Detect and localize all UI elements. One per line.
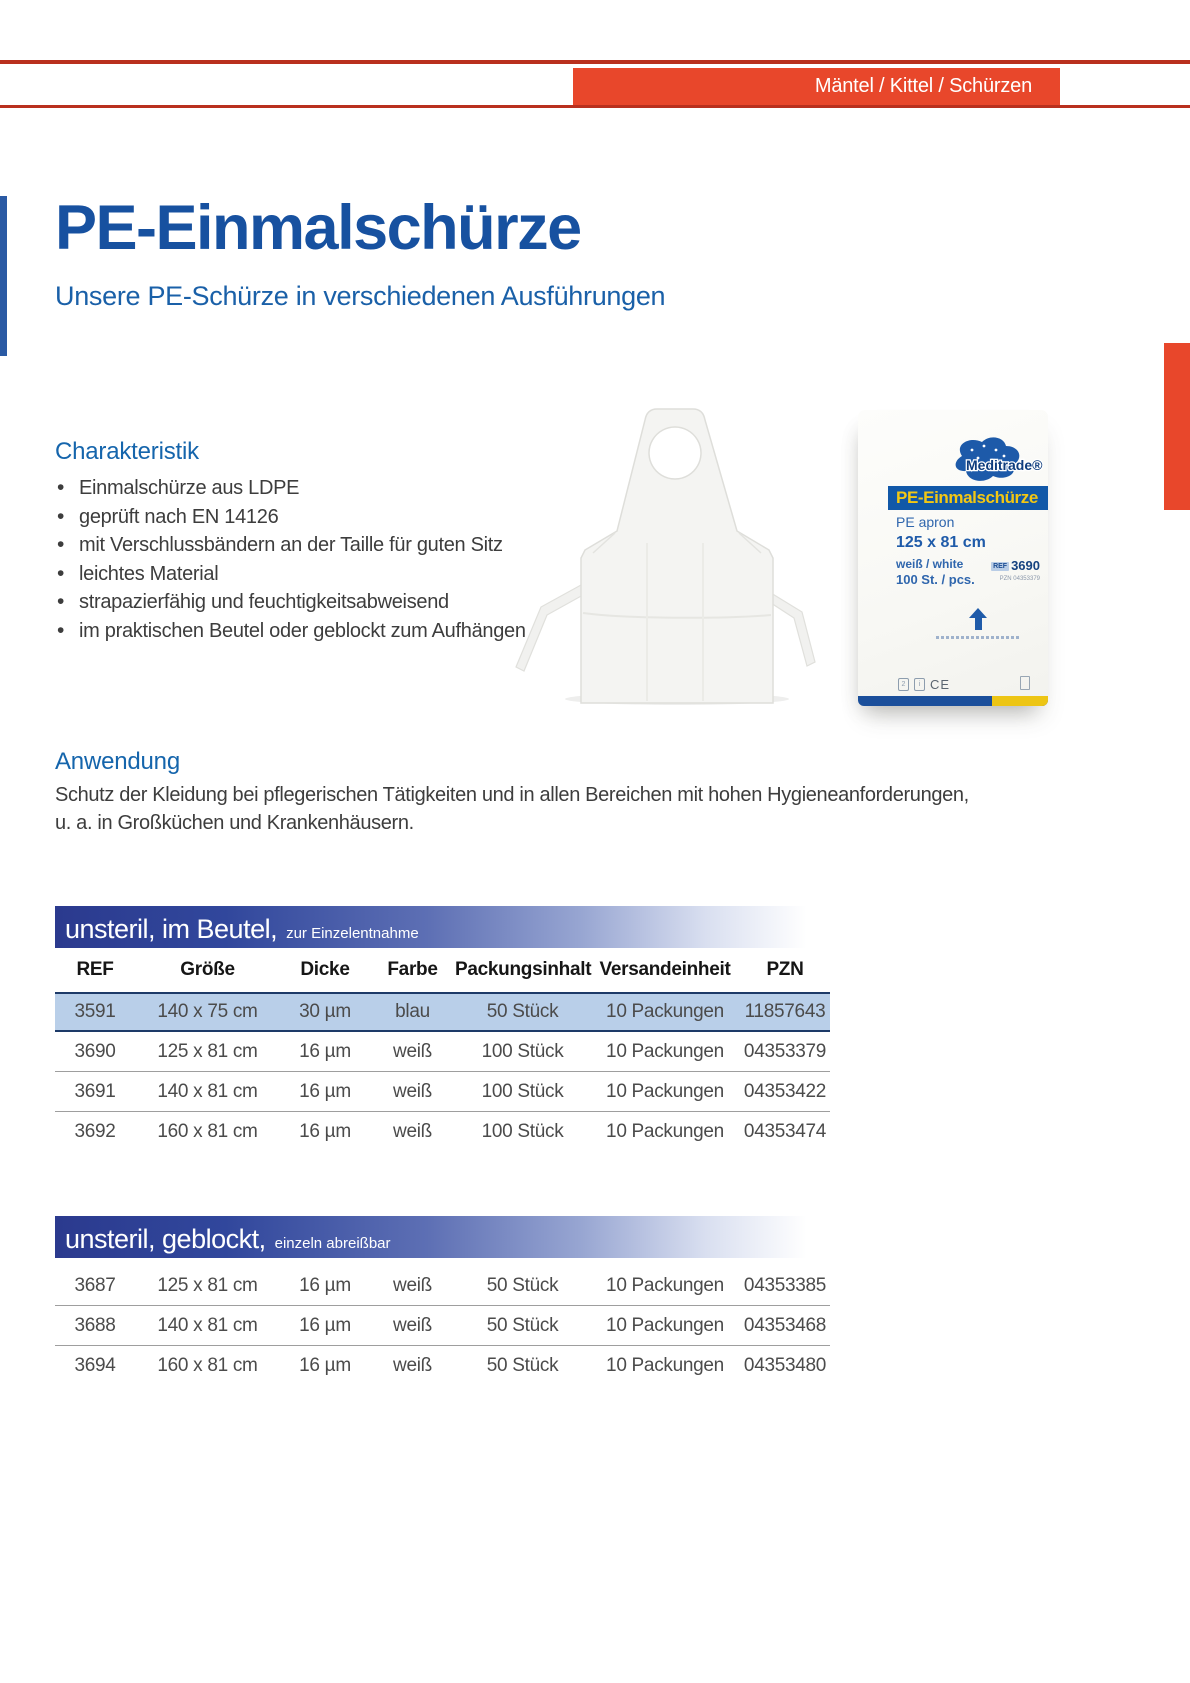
page-title: PE-Einmalschürze bbox=[55, 193, 581, 263]
col-header-versandeinheit: Versandeinheit bbox=[599, 959, 731, 980]
package-product-en: PE apron bbox=[896, 514, 955, 530]
up-arrow-icon bbox=[969, 608, 987, 632]
apron-tie-left bbox=[516, 585, 583, 671]
table-header-row bbox=[55, 948, 830, 992]
table-row: 3687 125 x 81 cm 16 µm weiß 50 Stück 10 Packungen 04353385 bbox=[55, 1266, 830, 1306]
package-footer-yellow bbox=[992, 696, 1048, 706]
package-symbols bbox=[898, 677, 950, 692]
characteristic-item: • im praktischen Beutel oder geblockt zum Aufhängen bbox=[55, 617, 526, 646]
apron-product-image bbox=[497, 403, 817, 705]
ref-number: 3690 bbox=[1011, 558, 1040, 573]
package-color: weiß / white bbox=[896, 557, 964, 571]
col-header-dicke: Dicke bbox=[300, 959, 350, 980]
left-accent-bar bbox=[0, 196, 7, 356]
table-band bbox=[55, 1216, 830, 1258]
symbol-icon: 2 bbox=[898, 678, 909, 691]
package-pictogram-icon bbox=[1020, 676, 1030, 690]
table-band-title: unsteril, im Beutel, bbox=[65, 914, 278, 944]
apron-body bbox=[581, 409, 773, 703]
package-quantity: 100 St. / pcs. bbox=[896, 572, 975, 587]
characteristics-list bbox=[55, 474, 526, 645]
symbol-icon: i bbox=[914, 678, 925, 691]
category-tab-label: Mäntel / Kittel / Schürzen bbox=[814, 75, 1032, 97]
table-row: 3692 160 x 81 cm 16 µm weiß 100 Stück 10 Packungen 04353474 bbox=[74, 1121, 827, 1142]
table-band-subtitle: zur Einzelentnahme bbox=[286, 925, 419, 942]
table-row: 3694 160 x 81 cm 16 µm weiß 50 Stück 10 Packungen 04353480 bbox=[74, 1355, 827, 1376]
col-header-groesse: Größe bbox=[180, 959, 235, 980]
ref-chip: REF bbox=[993, 563, 1008, 570]
package-ref bbox=[984, 557, 1040, 582]
apron-tie-right bbox=[771, 593, 815, 666]
package-banner-title: PE-Einmalschürze bbox=[896, 488, 1038, 507]
package-footer-strip bbox=[858, 696, 1048, 706]
characteristic-item: • geprüft nach EN 14126 bbox=[55, 503, 526, 532]
package-product-image bbox=[858, 410, 1048, 706]
application-heading: Anwendung bbox=[55, 748, 180, 775]
table-band bbox=[55, 906, 830, 948]
col-header-packungsinhalt: Packungsinhalt bbox=[455, 959, 592, 980]
top-rule bbox=[0, 60, 1190, 64]
table-row: 3688 140 x 81 cm 16 µm weiß 50 Stück 10 Packungen 04353468 bbox=[55, 1306, 830, 1346]
table-row: 3690 125 x 81 cm 16 µm weiß 100 Stück 10 Packungen 04353379 bbox=[55, 1032, 830, 1072]
col-header-ref: REF bbox=[76, 959, 114, 980]
page-subtitle: Unsere PE-Schürze in verschiedenen Ausführungen bbox=[55, 281, 666, 311]
package-banner bbox=[888, 486, 1048, 510]
package-size: 125 x 81 cm bbox=[896, 534, 986, 551]
col-header-farbe: Farbe bbox=[387, 959, 438, 980]
ce-mark: CE bbox=[930, 677, 951, 692]
table-band-title: unsteril, geblockt, bbox=[65, 1224, 266, 1254]
application-text: Schutz der Kleidung bei pflegerischen Tätigkeiten und in allen Bereichen mit hohen Hygieneanforderungen, bbox=[55, 784, 969, 806]
table-band-subtitle: einzeln abreißbar bbox=[274, 1235, 391, 1252]
meditrade-logo bbox=[940, 434, 1044, 482]
characteristic-item: • leichtes Material bbox=[55, 560, 526, 589]
category-tab bbox=[573, 68, 1060, 105]
application-text: u. a. in Großküchen und Krankenhäusern. bbox=[55, 812, 414, 834]
brand-name: Meditrade® bbox=[966, 457, 1043, 473]
table-row: 3591 140 x 75 cm 30 µm blau 50 Stück 10 Packungen 11857643 bbox=[55, 992, 830, 1032]
characteristic-item: • Einmalschürze aus LDPE bbox=[55, 474, 526, 503]
package-pzn-note: PZN 04353379 bbox=[999, 576, 1040, 582]
page-edge-tab bbox=[1164, 343, 1190, 510]
header-rule bbox=[0, 105, 1190, 108]
table-row: 3691 140 x 81 cm 16 µm weiß 100 Stück 10 Packungen 04353422 bbox=[55, 1072, 830, 1112]
characteristic-item: • strapazierfähig und feuchtigkeitsabweisend bbox=[55, 588, 526, 617]
characteristics-heading: Charakteristik bbox=[55, 438, 199, 465]
col-header-pzn: PZN bbox=[766, 959, 804, 980]
characteristic-item: • mit Verschlussbändern an der Taille für guten Sitz bbox=[55, 531, 526, 560]
table-unsteril-beutel bbox=[55, 906, 830, 1152]
arrow-caption-line bbox=[936, 636, 1020, 639]
table-unsteril-geblockt bbox=[55, 1216, 830, 1386]
